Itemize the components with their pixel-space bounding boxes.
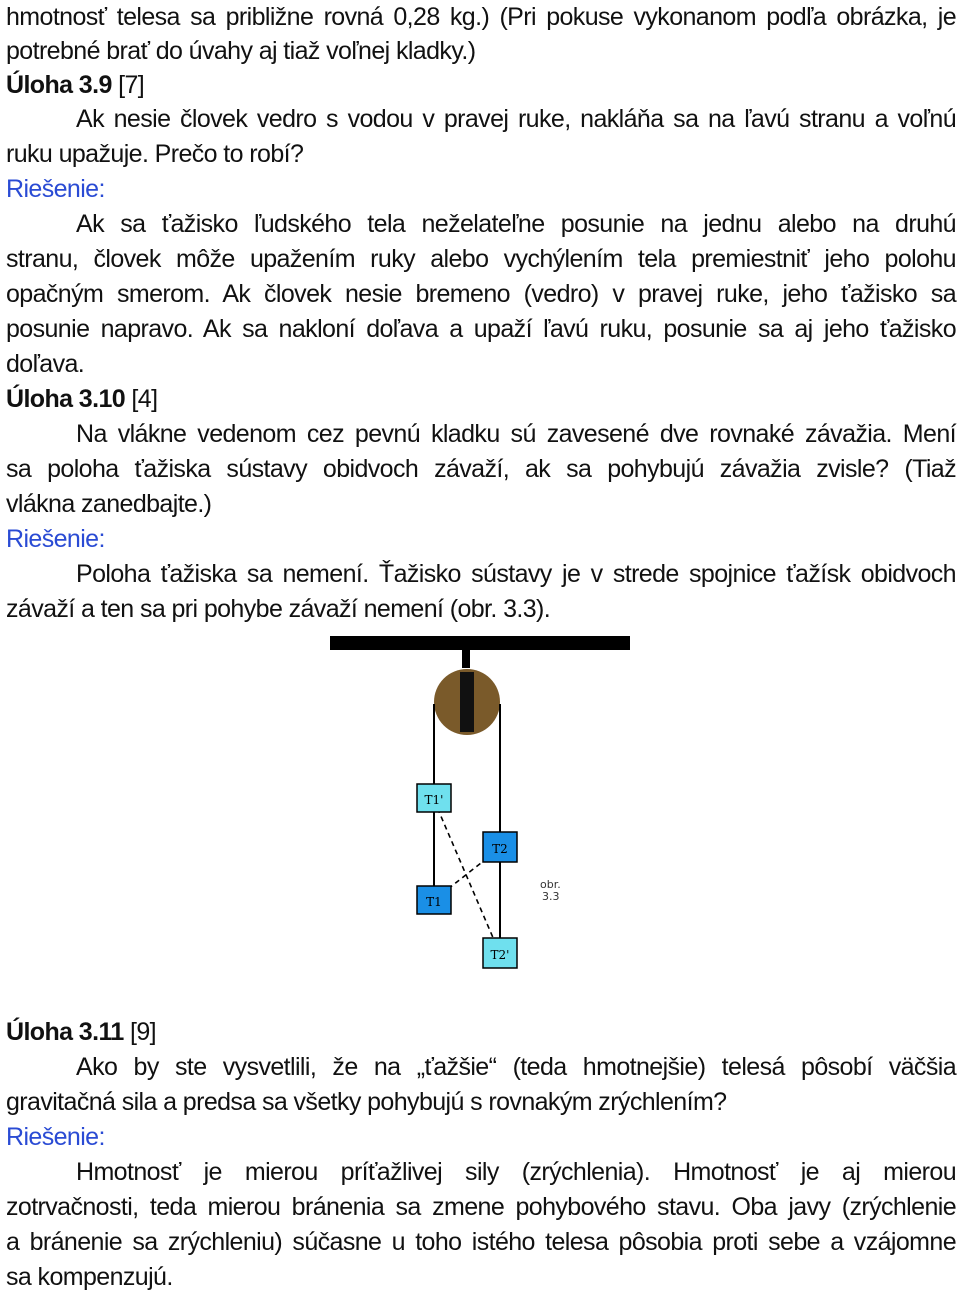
task-title: Úloha 3.9 bbox=[6, 71, 112, 99]
question-line: sa poloha ťažiska sústavy obidvoch závaží, ak sa pohybujú závažia zvisle? (Tiaž bbox=[6, 455, 956, 483]
question-line: Na vlákne vedenom cez pevnú kladku sú zavesené dve rovnaké závažia. Mení bbox=[76, 420, 956, 448]
solution-line: a bránenie sa zrýchleniu) súčasne u toho istého telesa pôsobia proti sebe a vzájomne bbox=[6, 1228, 956, 1256]
label-t2-upper: T2 bbox=[492, 842, 508, 856]
task-heading-3-10 bbox=[6, 382, 956, 416]
label-t1-upper: T1' bbox=[424, 793, 444, 807]
solution-line: závaží a ten sa pri pohybe závaží nemení (obr. 3.3). bbox=[6, 595, 551, 623]
solution-line: Ak sa ťažisko ľudského tela neželateľne posunie na jednu alebo na druhú bbox=[76, 210, 956, 238]
ceiling-beam bbox=[330, 636, 630, 650]
solution-label: Riešenie: bbox=[6, 1123, 105, 1151]
task-reference: [7] bbox=[118, 71, 145, 99]
task-heading-3-11 bbox=[6, 1015, 956, 1049]
connector-line-1 bbox=[434, 800, 500, 954]
task-heading-3-9 bbox=[6, 68, 956, 102]
solution-line: opačným smerom. Ak človek nesie bremeno (vedro) v pravej ruke, jeho ťažisko sa bbox=[6, 280, 956, 308]
task-title: Úloha 3.11 bbox=[6, 1018, 124, 1046]
question-line: gravitačná sila a predsa sa všetky pohybujú s rovnakým zrýchlením? bbox=[6, 1088, 727, 1116]
solution-label: Riešenie: bbox=[6, 525, 105, 553]
text-line: potrebné brať do úvahy aj tiaž voľnej kladky.) bbox=[6, 37, 476, 65]
pulley-axle-bracket bbox=[460, 672, 474, 732]
question-line: Ak nesie človek vedro s vodou v pravej ruke, nakláňa sa na ľavú stranu a voľnú bbox=[76, 105, 956, 133]
solution-line: sa kompenzujú. bbox=[6, 1263, 173, 1291]
task-reference: [9] bbox=[130, 1018, 157, 1046]
solution-line: zotrvačnosti, teda mierou bránenia sa zmene pohybového stavu. Oba javy (zrýchlenie bbox=[6, 1193, 956, 1221]
solution-label: Riešenie: bbox=[6, 175, 105, 203]
pulley-hanger bbox=[462, 650, 470, 668]
task-reference: [4] bbox=[131, 385, 158, 413]
label-t2-lower: T2' bbox=[490, 948, 510, 962]
pulley-figure bbox=[330, 636, 630, 976]
figure-caption-line2: 3.3 bbox=[542, 890, 560, 903]
solution-line: posunie napravo. Ak sa nakloní doľava a upaží ľavú ruku, posunie sa aj jeho ťažisko bbox=[6, 315, 956, 343]
solution-line: Hmotnosť je mierou príťažlivej sily (zrýchlenia). Hmotnosť je aj mierou bbox=[76, 1158, 956, 1186]
question-line: Ako by ste vysvetlili, že na „ťažšie“ (teda hmotnejšie) telesá pôsobí väčšia bbox=[76, 1053, 956, 1081]
solution-line: Poloha ťažiska sa nemení. Ťažisko sústavy je v strede spojnice ťažísk obidvoch bbox=[76, 560, 956, 588]
text-line: hmotnosť telesa sa približne rovná 0,28 kg.) (Pri pokuse vykonanom podľa obrázka, je bbox=[6, 3, 956, 31]
task-title: Úloha 3.10 bbox=[6, 385, 126, 413]
question-line: vlákna zanedbajte.) bbox=[6, 490, 212, 518]
figure-caption-line1: obr. bbox=[540, 878, 561, 891]
solution-line: stranu, človek môže upažením ruky alebo vychýlením tela premiestniť jeho polohu bbox=[6, 245, 956, 273]
question-line: ruku upažuje. Prečo to robí? bbox=[6, 140, 304, 168]
label-t1-lower: T1 bbox=[426, 895, 442, 909]
solution-line: doľava. bbox=[6, 350, 85, 378]
